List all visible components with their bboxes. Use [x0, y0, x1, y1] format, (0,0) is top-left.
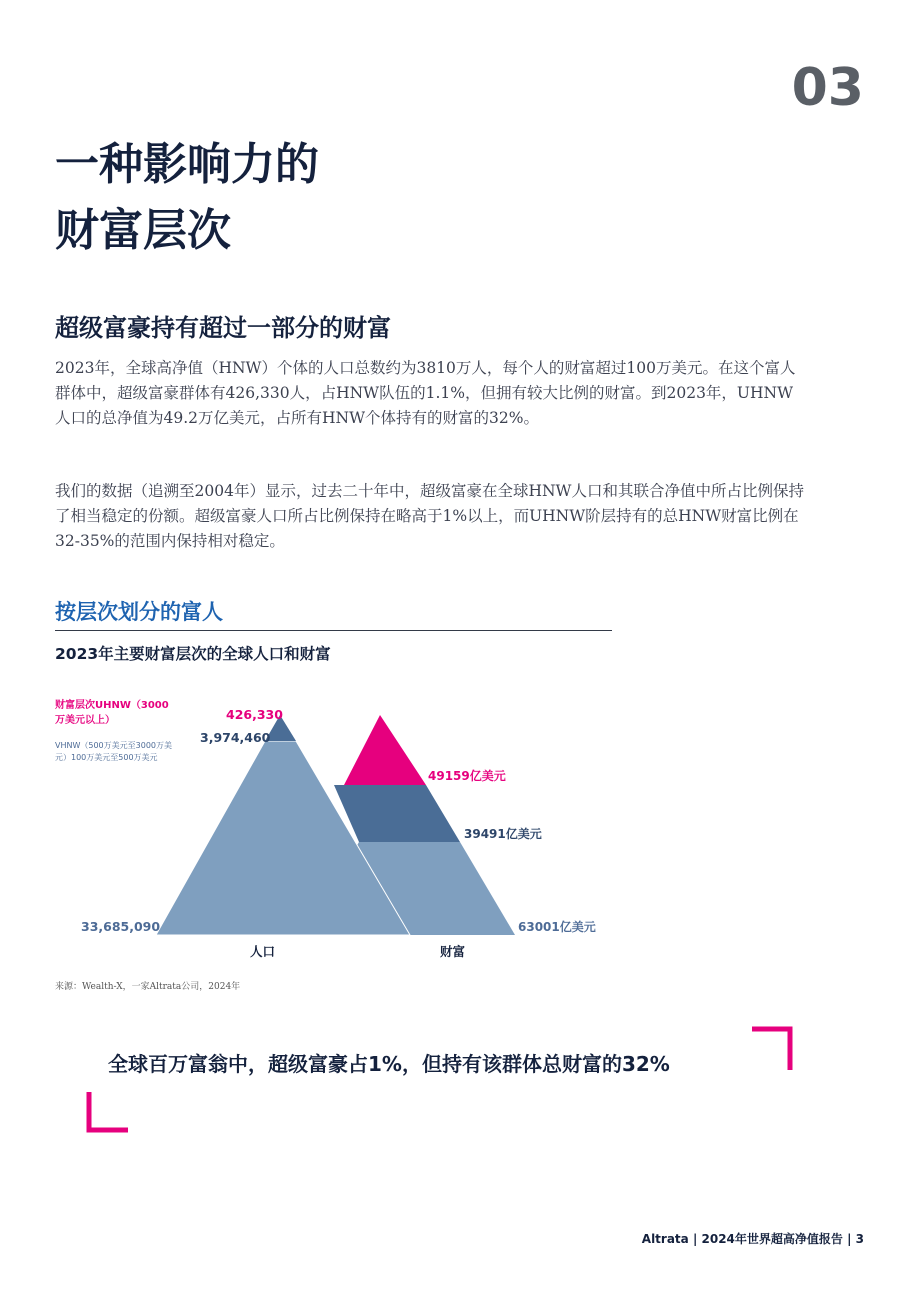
page-footer: Altrata | 2024年世界超高净值报告 | 3 — [641, 1232, 864, 1246]
category-wealth-label: 财富 — [440, 944, 466, 959]
page-title-line-2: 财富层次 — [55, 205, 231, 256]
population-uhnw-label: 426,330 — [226, 707, 283, 722]
wealth-vhnw-label: 39491亿美元 — [464, 827, 542, 841]
body-paragraph-2: 我们的数据（追溯至2004年）显示，过去二十年中，超级富豪在全球HNW人口和其联合净值中所占比例保持了相当稳定的份额。超级富豪人口所占比例保持在略高于1%以上，而UHNW阶层持有的总HNW财富比例在32-35%的范围内保持相对稳定。 — [55, 482, 804, 550]
legend-uhnw: 财富层次UHNW（3000万美元以上） — [55, 700, 169, 726]
bracket-bottom-left — [86, 1090, 132, 1136]
population-hnw-label: 33,685,090 — [81, 919, 161, 934]
section-number: 03 — [791, 58, 864, 118]
wealth-hnw-label: 63001亿美元 — [518, 920, 596, 934]
chart-heading: 按层次划分的富人 — [55, 600, 223, 624]
callout-text: 全球百万富翁中，超级富豪占1%，但持有该群体总财富的32% — [108, 1052, 670, 1076]
section-subtitle: 超级富豪持有超过一部分的财富 — [55, 314, 391, 342]
page-title-line-1: 一种影响力的 — [55, 139, 319, 190]
category-population-label: 人口 — [250, 944, 276, 959]
body-paragraph-1: 2023年，全球高净值（HNW）个体的人口总数约为3810万人，每个人的财富超过100万美元。在这个富人群体中，超级富豪群体有426,330人，占HNW队伍的1.1%，但拥有较大比例的财富。到2023年，UHNW人口的总净值为49.2万亿美元，占所有HNW个体持有的财富的32%。 — [55, 359, 796, 427]
chart-title: 2023年主要财富层次的全球人口和财富 — [55, 645, 331, 663]
wealth-uhnw-band — [344, 715, 426, 785]
wealth-uhnw-label: 49159亿美元 — [428, 769, 506, 783]
source-note: 来源：Wealth-X，一家Altrata公司，2024年 — [55, 982, 241, 992]
legend-vhnw: VHNW（500万美元至3000万美元）100万美元至500万美元 — [55, 741, 173, 762]
population-vhnw-label: 3,974,460 — [200, 730, 271, 745]
bracket-top-right — [750, 1026, 796, 1072]
wealth-vhnw-band — [334, 785, 460, 842]
